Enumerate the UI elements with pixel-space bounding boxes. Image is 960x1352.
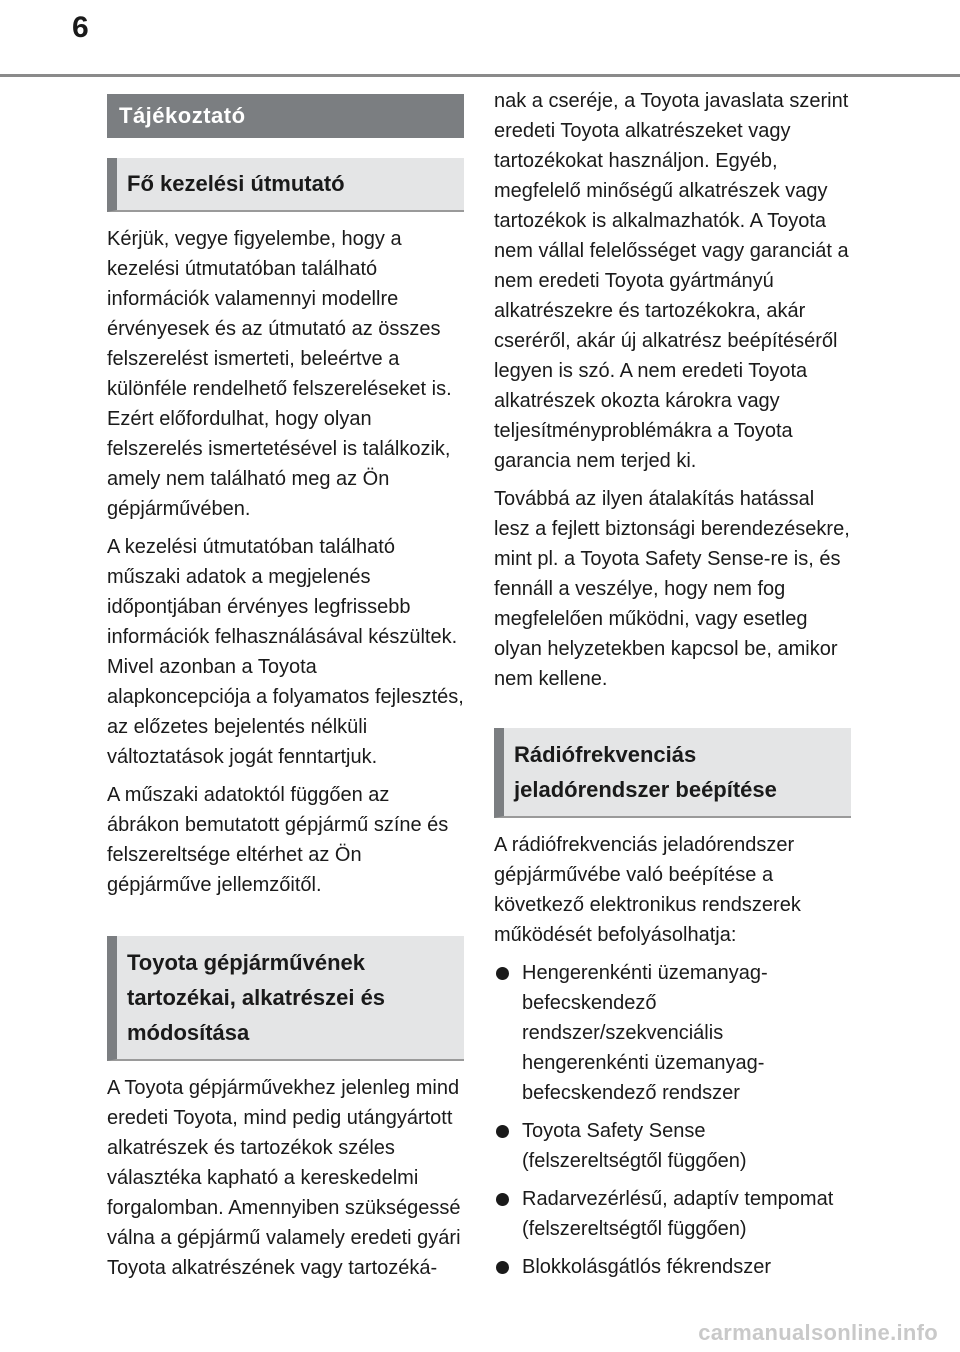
list-item: Blokkolásgátlós fékrendszer [494,1252,851,1282]
body-paragraph: A kezelési útmutatóban található műszaki adatok a megjelenés időpontjában érvényes legfrissebb információk felhasználásával készültek. Mivel azonban a Toyota alapkoncepciója a folyamatos fejlesztés, az előzetes bejelentés nélküli változtatások jogát fenntartjuk. [107,536,464,768]
list-item: Radarvezérlésű, adaptív tempomat (felszereltségtől függően) [494,1184,851,1244]
bullet-icon [496,1261,509,1274]
right-column [494,86,851,1290]
chapter-banner: Tájékoztató [107,94,464,138]
body-paragraph: Továbbá az ilyen átalakítás hatással lesz a fejlett biztonsági berendezésekre, mint pl. a Toyota Safety Sense-re is, és fennáll a veszélye, hogy nem fog megfelelően működni, vagy esetleg olyan helyzetekben kapcsol be, amikor nem kellene. [494,488,850,690]
body-paragraph: A műszaki adatoktól függően az ábrákon bemutatott gépjármű színe és felszereltsége eltérhet az Ön gépjárműve jellemzőitől. [107,784,449,896]
bullet-icon [496,1125,509,1138]
body-paragraph: A rádiófrekvenciás jeladórendszer gépjárművébe való beépítése a következő elektronikus rendszerek működését befolyásolhatja: [494,834,801,946]
section-heading-radio-transmitter: Rádiófrekvenciás jeladórendszer beépítése [494,728,851,818]
body-paragraph: nak a cseréje, a Toyota javaslata szerint eredeti Toyota alkatrészeket vagy tartozékokat használjon. Egyéb, megfelelő minőségű alkatrészek vagy tartozékok is alkalmazhatók. A Toyota nem vállal felelősséget vagy garanciát a nem eredeti Toyota gyártmányú alkatrészekre és tartozékokra, akár cseréről, akár új alkatrész beépítéséről legyen is szó. A nem eredeti Toyota alkatrészek okozta károkra vagy teljesítményproblémákra a Toyota garancia nem terjed ki. [494,90,849,472]
bullet-icon [496,967,509,980]
affected-systems-list [494,958,851,1282]
left-column [107,94,464,1291]
header-divider [0,74,960,77]
bullet-icon [496,1193,509,1206]
watermark: carmanualsonline.info [698,1320,938,1345]
section-heading-accessories: Toyota gépjárművének tartozékai, alkatrészei és módosítása [107,936,464,1061]
page-number: 6 [72,11,89,44]
section-heading-main-manual: Fő kezelési útmutató [107,158,464,212]
body-paragraph: A Toyota gépjárművekhez jelenleg mind eredeti Toyota, mind pedig utángyártott alkatrészek és tartozékok széles választéka kapható a kereskedelmi forgalomban. Amennyiben szükségessé válna a gépjármű valamely eredeti gyári Toyota alkatrészének vagy tartozéká- [107,1077,461,1279]
body-paragraph: Kérjük, vegye figyelembe, hogy a kezelési útmutatóban található információk valamennyi modellre érvényesek és az útmutató az összes felszerelést ismerteti, beleértve a különféle rendelhető felszereléseket is. Ezért előfordulhat, hogy olyan felszerelés ismertetésével is találkozik, amely nem található meg az Ön gépjárművében. [107,228,452,520]
list-item: Toyota Safety Sense (felszereltségtől függően) [494,1116,851,1176]
list-item: Hengerenkénti üzemanyag-befecskendező rendszer/szekvenciális hengerenkénti üzemanyag-befecskendező rendszer [494,958,851,1108]
